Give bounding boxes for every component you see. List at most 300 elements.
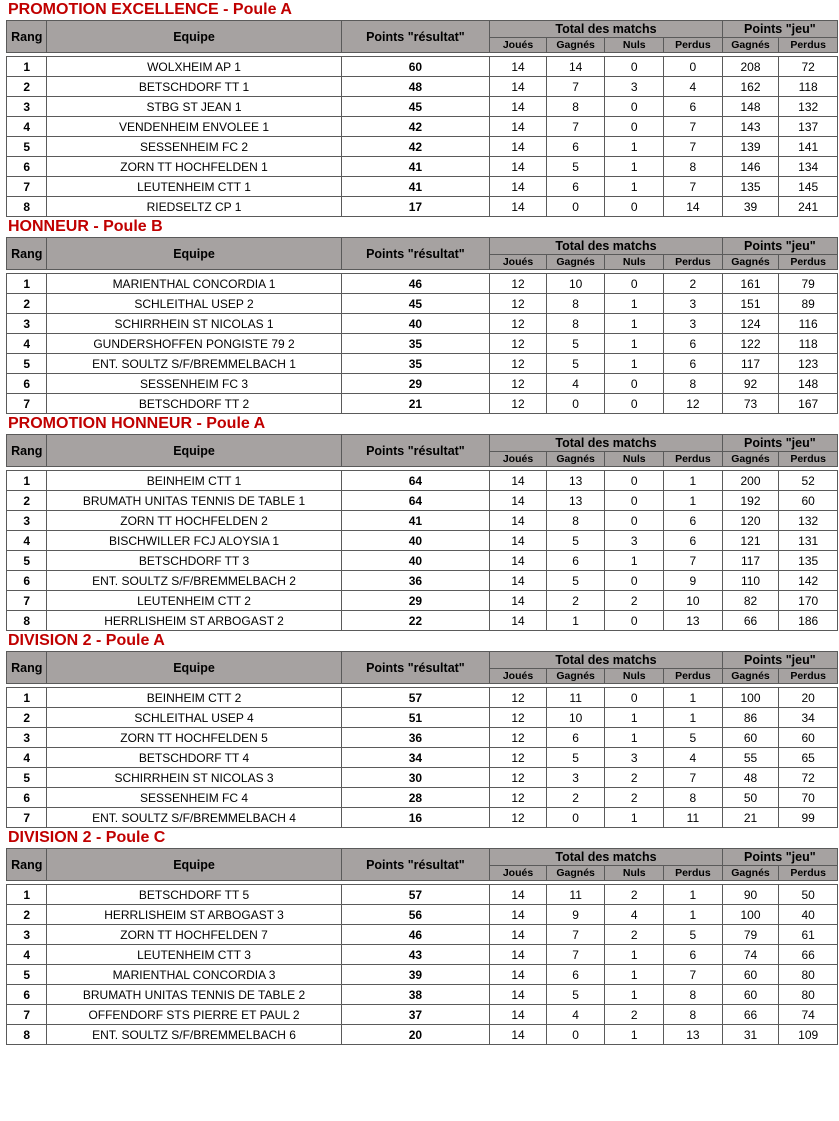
played-cell: 12: [490, 294, 547, 314]
drawn-cell: 3: [605, 77, 664, 97]
header-drawn: Nuls: [605, 255, 664, 270]
drawn-cell: 1: [605, 728, 664, 748]
played-cell: 14: [490, 551, 547, 571]
points-cell: 17: [341, 197, 490, 217]
games-lost-cell: 132: [779, 97, 838, 117]
games-won-cell: 151: [722, 294, 779, 314]
points-cell: 60: [341, 57, 490, 77]
table-row: [7, 354, 838, 374]
played-cell: 14: [490, 511, 547, 531]
drawn-cell: 0: [605, 571, 664, 591]
games-lost-cell: 60: [779, 728, 838, 748]
won-cell: 7: [546, 77, 605, 97]
table-row: [7, 768, 838, 788]
won-cell: 11: [546, 885, 605, 905]
games-lost-cell: 123: [779, 354, 838, 374]
games-lost-cell: 116: [779, 314, 838, 334]
header-team: Equipe: [47, 849, 341, 881]
games-lost-cell: 89: [779, 294, 838, 314]
played-cell: 14: [490, 925, 547, 945]
header-total-matches: Total des matchs: [490, 435, 722, 452]
table-row: [7, 77, 838, 97]
lost-cell: 7: [664, 177, 723, 197]
won-cell: 0: [546, 1025, 605, 1045]
points-cell: 22: [341, 611, 490, 631]
team-cell: BETSCHDORF TT 5: [47, 885, 341, 905]
header-games-lost: Perdus: [779, 669, 838, 684]
points-cell: 41: [341, 177, 490, 197]
team-cell: VENDENHEIM ENVOLEE 1: [47, 117, 341, 137]
played-cell: 14: [490, 611, 547, 631]
drawn-cell: 0: [605, 688, 664, 708]
won-cell: 5: [546, 985, 605, 1005]
games-won-cell: 50: [722, 788, 779, 808]
won-cell: 1: [546, 611, 605, 631]
games-won-cell: 21: [722, 808, 779, 828]
drawn-cell: 0: [605, 57, 664, 77]
header-played: Joués: [490, 38, 547, 53]
drawn-cell: 2: [605, 885, 664, 905]
drawn-cell: 0: [605, 394, 664, 414]
games-lost-cell: 241: [779, 197, 838, 217]
games-won-cell: 121: [722, 531, 779, 551]
games-won-cell: 139: [722, 137, 779, 157]
points-cell: 46: [341, 925, 490, 945]
rank-cell: 3: [7, 925, 47, 945]
header-team: Equipe: [47, 435, 341, 467]
points-cell: 36: [341, 728, 490, 748]
header-games-won: Gagnés: [722, 866, 779, 881]
games-lost-cell: 131: [779, 531, 838, 551]
standings-section: [6, 631, 839, 828]
lost-cell: 7: [664, 551, 723, 571]
points-cell: 57: [341, 688, 490, 708]
drawn-cell: 1: [605, 157, 664, 177]
games-won-cell: 86: [722, 708, 779, 728]
won-cell: 5: [546, 334, 605, 354]
team-cell: GUNDERSHOFFEN PONGISTE 79 2: [47, 334, 341, 354]
lost-cell: 5: [664, 925, 723, 945]
header-rank: Rang: [7, 21, 47, 53]
lost-cell: 14: [664, 197, 723, 217]
rank-cell: 1: [7, 57, 47, 77]
won-cell: 7: [546, 945, 605, 965]
section-title: HONNEUR - Poule B: [8, 218, 163, 235]
table-row: [7, 491, 838, 511]
points-cell: 46: [341, 274, 490, 294]
header-total-matches: Total des matchs: [490, 849, 722, 866]
header-points: Points "résultat": [341, 238, 490, 270]
points-cell: 42: [341, 137, 490, 157]
table-row: [7, 728, 838, 748]
won-cell: 7: [546, 925, 605, 945]
games-won-cell: 82: [722, 591, 779, 611]
lost-cell: 9: [664, 571, 723, 591]
team-cell: BETSCHDORF TT 4: [47, 748, 341, 768]
points-cell: 35: [341, 354, 490, 374]
played-cell: 14: [490, 197, 547, 217]
drawn-cell: 1: [605, 945, 664, 965]
games-won-cell: 48: [722, 768, 779, 788]
lost-cell: 4: [664, 77, 723, 97]
won-cell: 4: [546, 374, 605, 394]
won-cell: 3: [546, 768, 605, 788]
team-cell: BRUMATH UNITAS TENNIS DE TABLE 1: [47, 491, 341, 511]
header-rank: Rang: [7, 849, 47, 881]
drawn-cell: 1: [605, 808, 664, 828]
won-cell: 13: [546, 491, 605, 511]
played-cell: 12: [490, 808, 547, 828]
points-cell: 34: [341, 748, 490, 768]
lost-cell: 8: [664, 1005, 723, 1025]
points-cell: 40: [341, 314, 490, 334]
rank-cell: 2: [7, 294, 47, 314]
header-played: Joués: [490, 866, 547, 881]
played-cell: 14: [490, 117, 547, 137]
drawn-cell: 2: [605, 1005, 664, 1025]
points-cell: 39: [341, 965, 490, 985]
table-row: [7, 314, 838, 334]
table-row: [7, 531, 838, 551]
played-cell: 12: [490, 374, 547, 394]
played-cell: 14: [490, 137, 547, 157]
table-row: [7, 117, 838, 137]
lost-cell: 1: [664, 471, 723, 491]
header-drawn: Nuls: [605, 38, 664, 53]
points-cell: 57: [341, 885, 490, 905]
section-title: DIVISION 2 - Poule A: [8, 632, 165, 649]
header-game-points: Points "jeu": [722, 849, 837, 866]
lost-cell: 13: [664, 1025, 723, 1045]
team-cell: HERRLISHEIM ST ARBOGAST 3: [47, 905, 341, 925]
header-lost: Perdus: [664, 669, 723, 684]
header-game-points: Points "jeu": [722, 238, 837, 255]
games-won-cell: 92: [722, 374, 779, 394]
games-won-cell: 122: [722, 334, 779, 354]
drawn-cell: 1: [605, 137, 664, 157]
team-cell: HERRLISHEIM ST ARBOGAST 2: [47, 611, 341, 631]
header-games-won: Gagnés: [722, 669, 779, 684]
header-team: Equipe: [47, 238, 341, 270]
lost-cell: 4: [664, 748, 723, 768]
table-row: [7, 945, 838, 965]
played-cell: 12: [490, 728, 547, 748]
won-cell: 10: [546, 274, 605, 294]
games-lost-cell: 148: [779, 374, 838, 394]
points-cell: 43: [341, 945, 490, 965]
rank-cell: 1: [7, 885, 47, 905]
rank-cell: 2: [7, 77, 47, 97]
drawn-cell: 0: [605, 471, 664, 491]
played-cell: 12: [490, 768, 547, 788]
games-won-cell: 192: [722, 491, 779, 511]
rank-cell: 6: [7, 985, 47, 1005]
games-won-cell: 90: [722, 885, 779, 905]
table-row: [7, 925, 838, 945]
drawn-cell: 4: [605, 905, 664, 925]
header-rank: Rang: [7, 435, 47, 467]
table-row: [7, 905, 838, 925]
rank-cell: 2: [7, 905, 47, 925]
won-cell: 6: [546, 177, 605, 197]
table-row: [7, 571, 838, 591]
won-cell: 6: [546, 965, 605, 985]
games-lost-cell: 66: [779, 945, 838, 965]
games-won-cell: 110: [722, 571, 779, 591]
drawn-cell: 2: [605, 788, 664, 808]
lost-cell: 6: [664, 97, 723, 117]
games-won-cell: 31: [722, 1025, 779, 1045]
won-cell: 8: [546, 294, 605, 314]
team-cell: BETSCHDORF TT 3: [47, 551, 341, 571]
header-points: Points "résultat": [341, 21, 490, 53]
rank-cell: 1: [7, 471, 47, 491]
team-cell: WOLXHEIM AP 1: [47, 57, 341, 77]
played-cell: 14: [490, 491, 547, 511]
points-cell: 16: [341, 808, 490, 828]
rank-cell: 5: [7, 137, 47, 157]
drawn-cell: 1: [605, 294, 664, 314]
won-cell: 13: [546, 471, 605, 491]
drawn-cell: 1: [605, 177, 664, 197]
games-lost-cell: 135: [779, 551, 838, 571]
rank-cell: 3: [7, 314, 47, 334]
drawn-cell: 1: [605, 314, 664, 334]
played-cell: 12: [490, 394, 547, 414]
played-cell: 14: [490, 471, 547, 491]
table-row: [7, 688, 838, 708]
lost-cell: 7: [664, 768, 723, 788]
played-cell: 14: [490, 571, 547, 591]
header-rank: Rang: [7, 238, 47, 270]
drawn-cell: 0: [605, 197, 664, 217]
games-won-cell: 146: [722, 157, 779, 177]
standings-table: [6, 20, 838, 217]
games-lost-cell: 132: [779, 511, 838, 531]
played-cell: 12: [490, 688, 547, 708]
rank-cell: 5: [7, 551, 47, 571]
games-won-cell: 39: [722, 197, 779, 217]
played-cell: 12: [490, 748, 547, 768]
points-cell: 64: [341, 491, 490, 511]
team-cell: BETSCHDORF TT 2: [47, 394, 341, 414]
team-cell: BETSCHDORF TT 1: [47, 77, 341, 97]
won-cell: 5: [546, 354, 605, 374]
table-row: [7, 965, 838, 985]
header-lost: Perdus: [664, 38, 723, 53]
drawn-cell: 1: [605, 551, 664, 571]
header-played: Joués: [490, 255, 547, 270]
team-cell: LEUTENHEIM CTT 3: [47, 945, 341, 965]
table-row: [7, 591, 838, 611]
points-cell: 40: [341, 551, 490, 571]
header-won: Gagnés: [546, 255, 605, 270]
games-won-cell: 117: [722, 551, 779, 571]
lost-cell: 3: [664, 314, 723, 334]
header-games-lost: Perdus: [779, 452, 838, 467]
rank-cell: 4: [7, 531, 47, 551]
lost-cell: 6: [664, 945, 723, 965]
lost-cell: 13: [664, 611, 723, 631]
header-games-lost: Perdus: [779, 255, 838, 270]
table-row: [7, 788, 838, 808]
table-row: [7, 471, 838, 491]
points-cell: 29: [341, 374, 490, 394]
drawn-cell: 1: [605, 985, 664, 1005]
header-drawn: Nuls: [605, 452, 664, 467]
points-cell: 30: [341, 768, 490, 788]
team-cell: ZORN TT HOCHFELDEN 7: [47, 925, 341, 945]
team-cell: ENT. SOULTZ S/F/BREMMELBACH 4: [47, 808, 341, 828]
played-cell: 14: [490, 591, 547, 611]
table-row: [7, 294, 838, 314]
won-cell: 11: [546, 688, 605, 708]
team-cell: SCHLEITHAL USEP 2: [47, 294, 341, 314]
table-row: [7, 708, 838, 728]
header-total-matches: Total des matchs: [490, 238, 722, 255]
drawn-cell: 0: [605, 117, 664, 137]
played-cell: 12: [490, 314, 547, 334]
rank-cell: 2: [7, 491, 47, 511]
table-row: [7, 551, 838, 571]
standings-table: [6, 848, 838, 1045]
rank-cell: 8: [7, 197, 47, 217]
won-cell: 7: [546, 117, 605, 137]
played-cell: 14: [490, 885, 547, 905]
games-lost-cell: 50: [779, 885, 838, 905]
header-drawn: Nuls: [605, 866, 664, 881]
lost-cell: 3: [664, 294, 723, 314]
games-lost-cell: 60: [779, 491, 838, 511]
games-won-cell: 161: [722, 274, 779, 294]
games-won-cell: 66: [722, 611, 779, 631]
games-lost-cell: 74: [779, 1005, 838, 1025]
table-row: [7, 394, 838, 414]
won-cell: 4: [546, 1005, 605, 1025]
points-cell: 36: [341, 571, 490, 591]
header-drawn: Nuls: [605, 669, 664, 684]
table-row: [7, 808, 838, 828]
games-won-cell: 60: [722, 728, 779, 748]
points-cell: 20: [341, 1025, 490, 1045]
drawn-cell: 0: [605, 97, 664, 117]
header-played: Joués: [490, 669, 547, 684]
table-row: [7, 748, 838, 768]
games-won-cell: 73: [722, 394, 779, 414]
standings-section: [6, 0, 839, 217]
team-cell: MARIENTHAL CONCORDIA 3: [47, 965, 341, 985]
played-cell: 14: [490, 985, 547, 1005]
rank-cell: 4: [7, 945, 47, 965]
lost-cell: 0: [664, 57, 723, 77]
drawn-cell: 1: [605, 334, 664, 354]
header-points: Points "résultat": [341, 849, 490, 881]
header-points: Points "résultat": [341, 652, 490, 684]
header-lost: Perdus: [664, 255, 723, 270]
team-cell: MARIENTHAL CONCORDIA 1: [47, 274, 341, 294]
lost-cell: 8: [664, 985, 723, 1005]
won-cell: 5: [546, 531, 605, 551]
games-lost-cell: 109: [779, 1025, 838, 1045]
table-row: [7, 97, 838, 117]
table-row: [7, 334, 838, 354]
lost-cell: 8: [664, 157, 723, 177]
played-cell: 12: [490, 708, 547, 728]
lost-cell: 1: [664, 905, 723, 925]
header-won: Gagnés: [546, 38, 605, 53]
games-lost-cell: 167: [779, 394, 838, 414]
team-cell: BISCHWILLER FCJ ALOYSIA 1: [47, 531, 341, 551]
header-won: Gagnés: [546, 452, 605, 467]
team-cell: ZORN TT HOCHFELDEN 1: [47, 157, 341, 177]
rank-cell: 5: [7, 768, 47, 788]
rank-cell: 7: [7, 177, 47, 197]
header-won: Gagnés: [546, 669, 605, 684]
table-row: [7, 274, 838, 294]
header-rank: Rang: [7, 652, 47, 684]
games-lost-cell: 142: [779, 571, 838, 591]
points-cell: 56: [341, 905, 490, 925]
header-games-lost: Perdus: [779, 866, 838, 881]
team-cell: SESSENHEIM FC 3: [47, 374, 341, 394]
rank-cell: 5: [7, 354, 47, 374]
team-cell: ZORN TT HOCHFELDEN 2: [47, 511, 341, 531]
drawn-cell: 0: [605, 511, 664, 531]
played-cell: 14: [490, 905, 547, 925]
table-row: [7, 157, 838, 177]
standings-section: [6, 217, 839, 414]
games-lost-cell: 52: [779, 471, 838, 491]
points-cell: 41: [341, 157, 490, 177]
team-cell: LEUTENHEIM CTT 2: [47, 591, 341, 611]
table-row: [7, 511, 838, 531]
won-cell: 8: [546, 511, 605, 531]
lost-cell: 8: [664, 374, 723, 394]
games-won-cell: 148: [722, 97, 779, 117]
won-cell: 5: [546, 748, 605, 768]
table-row: [7, 885, 838, 905]
games-won-cell: 162: [722, 77, 779, 97]
rank-cell: 5: [7, 965, 47, 985]
won-cell: 5: [546, 157, 605, 177]
team-cell: SCHIRRHEIN ST NICOLAS 1: [47, 314, 341, 334]
rank-cell: 3: [7, 511, 47, 531]
rank-cell: 6: [7, 374, 47, 394]
header-game-points: Points "jeu": [722, 435, 837, 452]
lost-cell: 1: [664, 491, 723, 511]
games-lost-cell: 61: [779, 925, 838, 945]
played-cell: 14: [490, 57, 547, 77]
rank-cell: 6: [7, 157, 47, 177]
played-cell: 14: [490, 1025, 547, 1045]
games-won-cell: 124: [722, 314, 779, 334]
header-games-won: Gagnés: [722, 255, 779, 270]
header-points: Points "résultat": [341, 435, 490, 467]
rank-cell: 7: [7, 394, 47, 414]
header-games-lost: Perdus: [779, 38, 838, 53]
drawn-cell: 0: [605, 274, 664, 294]
table-row: [7, 985, 838, 1005]
section-title: PROMOTION HONNEUR - Poule A: [8, 415, 266, 432]
header-team: Equipe: [47, 652, 341, 684]
played-cell: 14: [490, 97, 547, 117]
points-cell: 29: [341, 591, 490, 611]
games-lost-cell: 34: [779, 708, 838, 728]
drawn-cell: 2: [605, 925, 664, 945]
team-cell: ENT. SOULTZ S/F/BREMMELBACH 1: [47, 354, 341, 374]
played-cell: 14: [490, 945, 547, 965]
standings-table: [6, 651, 838, 828]
